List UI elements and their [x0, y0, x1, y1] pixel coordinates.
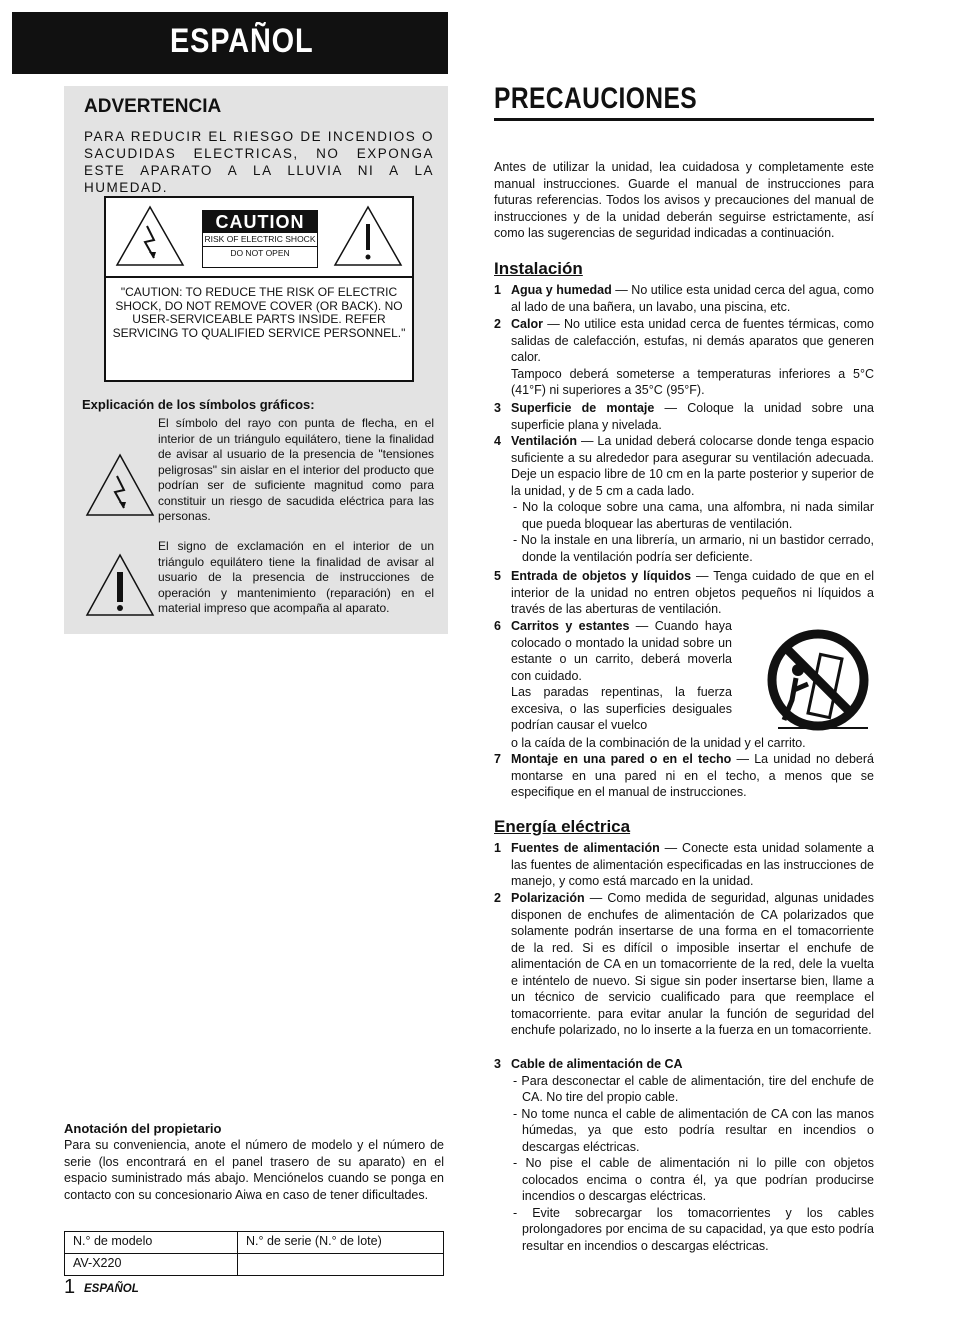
footer-label: ESPAÑOL: [84, 1283, 139, 1295]
page-title: PRECAUCIONES: [494, 82, 698, 115]
lightning-symbol-icon: [84, 452, 156, 518]
caution-label-line1: RISK OF ELECTRIC SHOCK: [204, 234, 316, 244]
title-rule: [494, 118, 874, 121]
warning-title: ADVERTENCIA: [84, 96, 222, 117]
warning-text: PARA REDUCIR EL RIESGO DE INCENDIOS O SACUDIDAS ELECTRICAS, NO EXPONGA ESTE APARATO A LA LLUVIA NI A LA HUMEDAD.: [84, 129, 434, 195]
lightning-explanation: El símbolo del rayo con punta de flecha, en el interior de un triángulo equilátero, tiene la finalidad de avisar al usuario de la presencia de "tensiones peligrosas" sin aislar en el interior del producto que podrían ser de suficiente magnitud como para constituir un riesgo de sacudida eléctrica para las personas.: [158, 416, 434, 523]
caution-top: [106, 198, 412, 278]
symbols-title: Explicación de los símbolos gráficos:: [82, 397, 315, 412]
installation-item-5: 5 Entrada de objetos y líquidos — Tenga cuidado de que en el interior de la unidad no entren objetos pequeños ni líquidos a través de las aberturas de ventilación.: [494, 569, 874, 616]
intro-text: Antes de utilizar la unidad, lea cuidadosa y completamente este manual instrucciones. Guarde el manual de instrucciones para futuras referencias. Todos los avisos y precauciones del manual de instrucciones y de la unidad deberán seguirse estrictamente, así como las sugerencias de seguridad indicadas a continuación.: [494, 160, 874, 240]
installation-title: Instalación: [494, 259, 583, 278]
power-item-1: 1 Fuentes de alimentación — Conecte esta unidad solamente a las fuentes de alimentación especificadas en las instrucciones de manejo, y como está marcado en la unidad.: [494, 841, 874, 888]
model-header: N.° de modelo: [65, 1232, 238, 1254]
serial-value: [238, 1254, 444, 1276]
caution-label-head: CAUTION: [203, 211, 317, 233]
caution-box: [104, 196, 414, 382]
exclamation-triangle-icon: [332, 204, 404, 268]
power-item-2: 2 Polarización — Como medida de seguridad, algunas unidades disponen de enchufes de alimentación de CA polarizados que solamente podrán insertarse de una forma en el tomacorriente de la red. Si es difícil o imposible insertar el enchufe de alimentación de CA en un tomacorriente de la red, dele la vuelta e inténtelo de nuevo. Si sigue sin poder insertarse bien, llame a un técnico de servicio cualificado para que reemplace el tomacorriente. para evitar anular la función de seguridad del enchufe polarizado, no lo inserte a la fuerza en un tomacorriente.: [494, 891, 874, 1037]
installation-item-3: 3 Superficie de montaje — Coloque la unidad sobre una superficie plana y nivelada.: [494, 401, 874, 432]
installation-item-7: 7 Montaje en una pared o en el techo — La unidad no deberá montarse en una pared ni en el techo, a menos que se especifique en el manual de instrucciones.: [494, 752, 874, 799]
installation-item-6-tail: o la caída de la combinación de la unidad y el carrito.: [511, 736, 806, 750]
model-value: AV-X220: [65, 1254, 238, 1276]
lightning-triangle-icon: [114, 204, 186, 268]
page-number: 1: [64, 1276, 76, 1298]
serial-header: N.° de serie (N.° de lote): [238, 1232, 444, 1254]
cart-tipover-warning-icon: [752, 628, 874, 736]
language-header-bar: [12, 12, 448, 74]
caution-label-line2: DO NOT OPEN: [203, 246, 317, 260]
owner-record-table: [64, 1231, 444, 1276]
power-item-3: 3 Cable de alimentación de CA - Para desconectar el cable de alimentación, tire del enchufe de CA. No tire del propio cable. - No tome nunca el cable de alimentación de CA con las manos húmedas, ya que esto podría resultar en incendios o descargas eléctricas. - No pise el cable de alimentación ni lo pille con objetos colocados encima o contra él, ya que podrían producirse incendios o descargas eléctricas. - Evite sobrecargar los tomacorrientes y los cables prolongadores por encima de su capacidad, ya que esto podría resultar en incendios o descargas eléctricas.: [494, 1057, 874, 1253]
exclamation-explanation: El signo de exclamación en el interior de un triángulo equilátero tiene la finalidad de avisar al usuario de la presencia de instrucciones de operación y mantenimiento (reparación) en el material impreso que acompaña al aparato.: [158, 539, 434, 615]
owner-record-text: Para su conveniencia, anote el número de modelo y el número de serie (los encontrará en el panel trasero de su aparato) en el espacio suministrado más abajo. Menciónelos cuando se ponga en contacto con su concesionario Aiwa en caso de tener dificultades.: [64, 1138, 444, 1202]
owner-record-title: Anotación del propietario: [64, 1121, 222, 1136]
exclamation-symbol-icon: [84, 552, 156, 618]
caution-label: [202, 210, 318, 268]
power-title: Energía eléctrica: [494, 817, 631, 836]
installation-item-4: 4 Ventilación — La unidad deberá colocarse donde tenga espacio suficiente a su alrededor para asegurar su ventilación adecuada. Deje un espacio libre de 10 cm en la parte posterior y superior de la unidad, y de 5 cm a cada lado. - No la coloque sobre una cama, una alfombra, ni nada similar que pueda bloquear las aberturas de ventilación. - No la instale en una librería, un armario, ni un bastidor cerrado, donde la ventilación podría ser deficiente.: [494, 434, 874, 564]
installation-item-1: 1 Agua y humedad — No utilice esta unidad cerca del agua, como al lado de una bañera, un lavabo, una piscina, etc.: [494, 283, 875, 314]
installation-item-6: 6 Carritos y estantes — Cuando haya colocado o montado la unidad sobre un estante o un carrito, deberá moverla con cuidado. Las paradas repentinas, la fuerza excesiva, o las superficies desiguales podrían causar el vuelco: [494, 619, 732, 732]
installation-item-2: 2 Calor — No utilice esta unidad cerca de fuentes térmicas, como salidas de calefacción, estufas, ni demás aparatos que generen calor. Tampoco deberá someterse a temperaturas inferiores a 5°C (41°F) ni superiores a 35°C (95°F).: [494, 317, 874, 397]
language-header-label: ESPAÑOL: [170, 22, 314, 60]
caution-body: "CAUTION: TO REDUCE THE RISK OF ELECTRIC SHOCK, DO NOT REMOVE COVER (OR BACK). NO USER-SERVICEABLE PARTS INSIDE. REFER SERVICING TO QUALIFIED SERVICE PERSONNEL.": [112, 285, 406, 340]
